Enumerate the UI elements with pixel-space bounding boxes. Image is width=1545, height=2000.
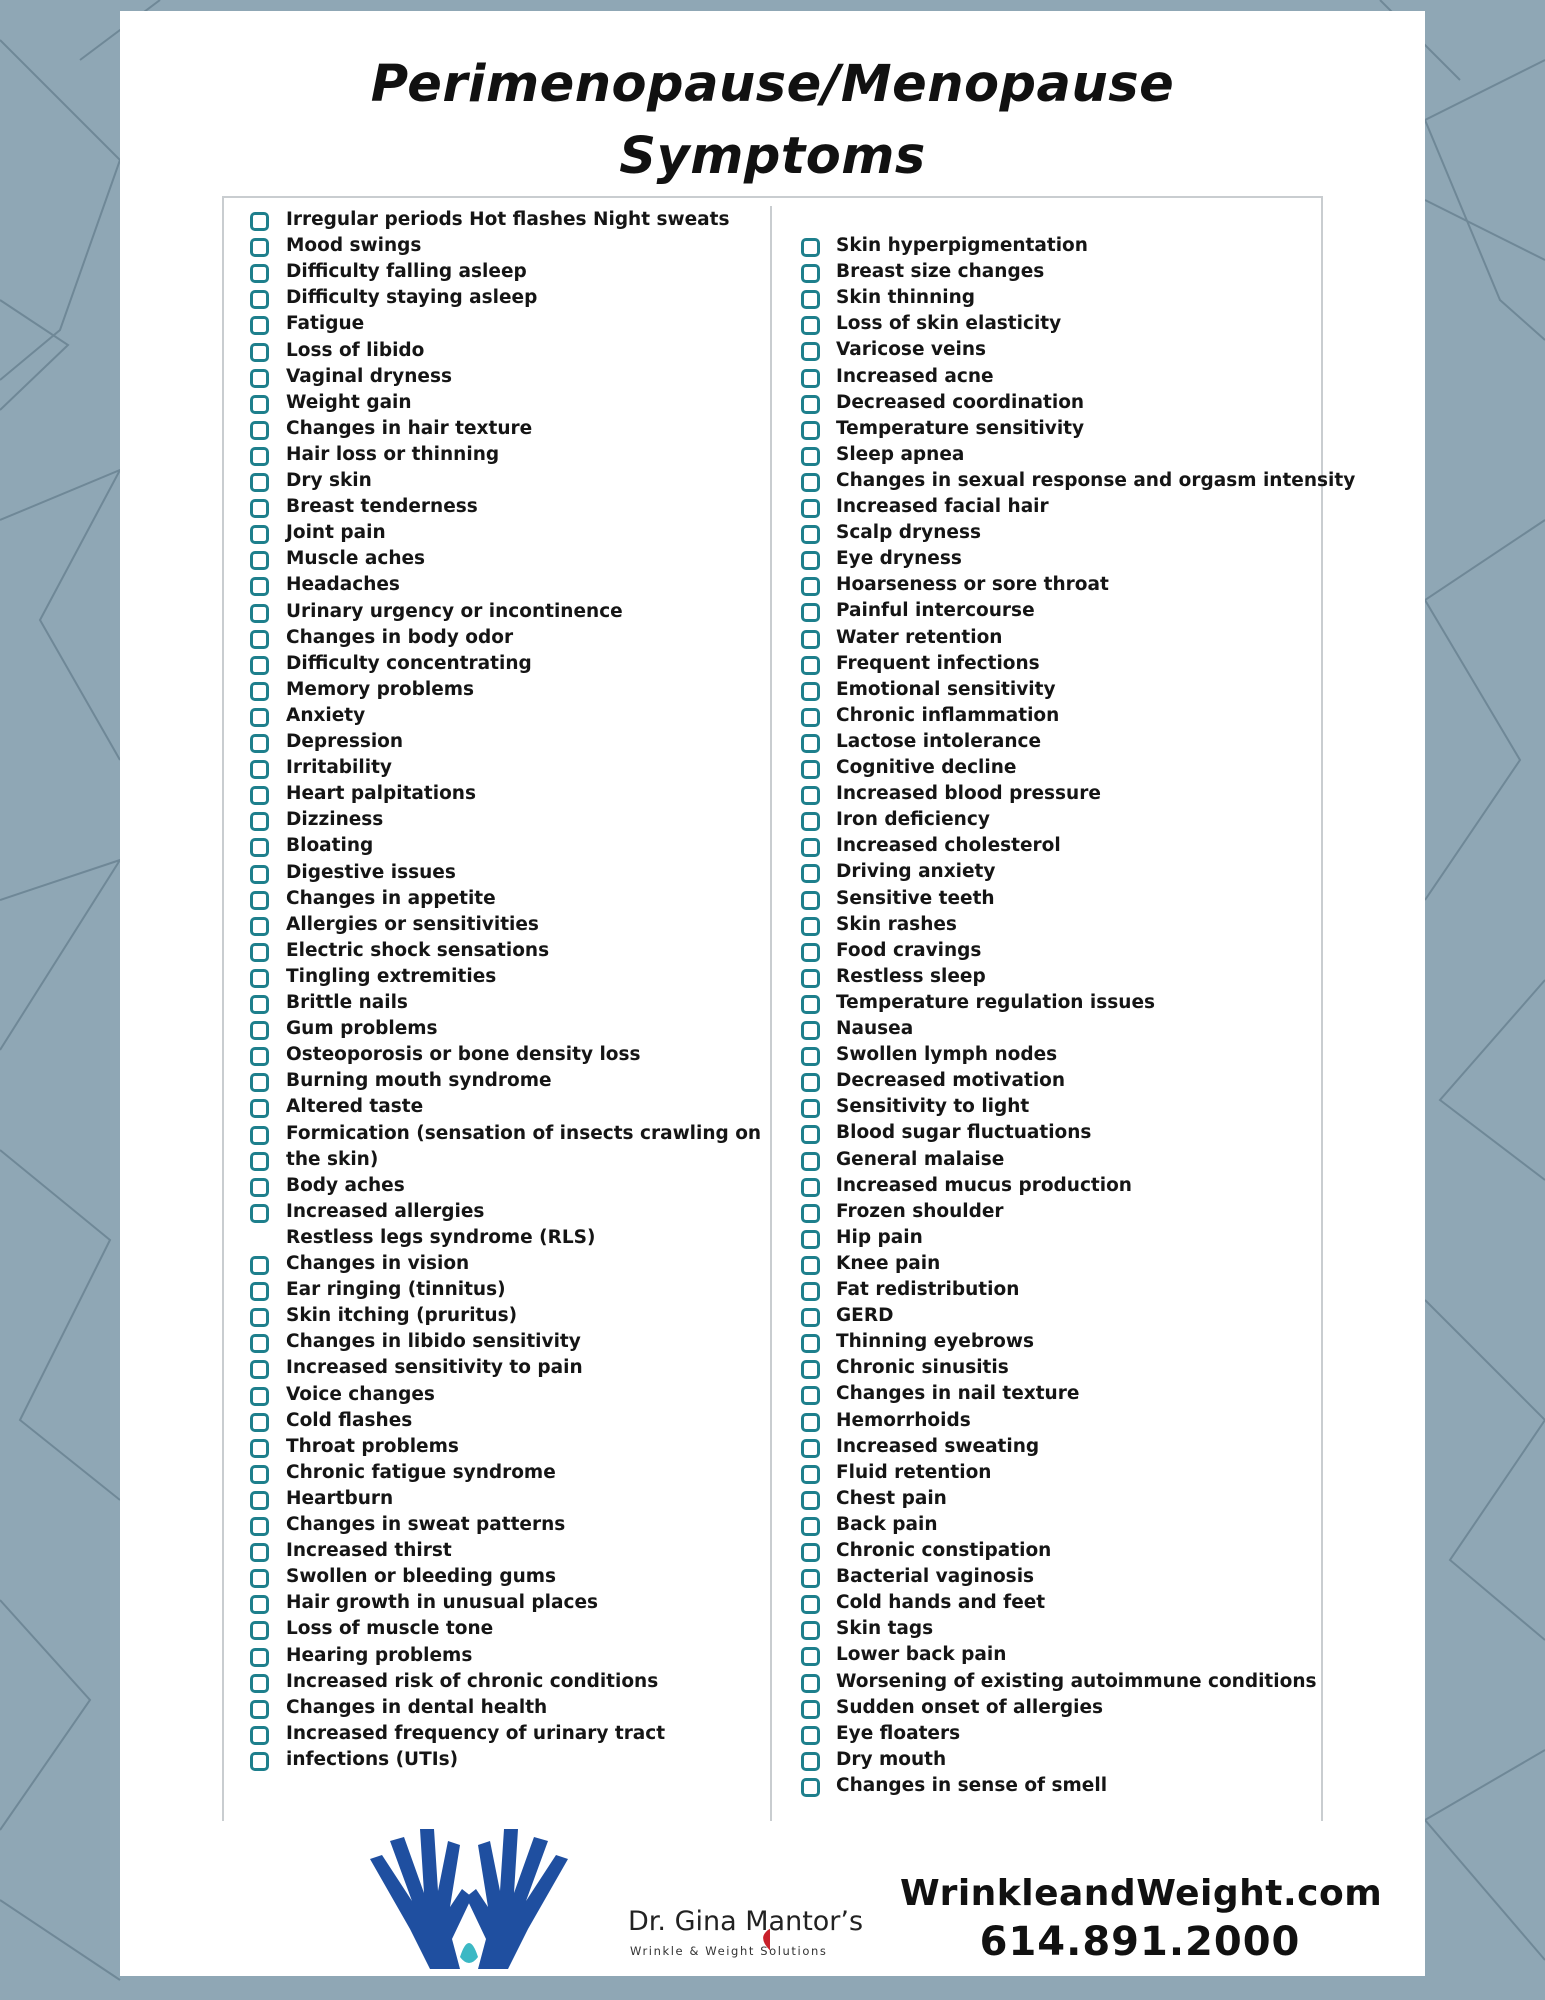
checkbox[interactable] <box>801 1543 820 1562</box>
checkbox[interactable] <box>250 1413 269 1432</box>
checkbox[interactable] <box>801 1256 820 1275</box>
checkbox[interactable] <box>801 786 820 805</box>
checkbox[interactable] <box>250 473 269 492</box>
symptom-label: Hemorrhoids <box>836 1409 971 1431</box>
checkbox[interactable] <box>250 1021 269 1040</box>
symptom-label: Skin thinning <box>836 287 976 309</box>
checkbox[interactable] <box>801 1674 820 1693</box>
checkbox[interactable] <box>801 473 820 492</box>
checkbox[interactable] <box>250 1726 269 1745</box>
checkbox[interactable] <box>250 786 269 805</box>
checkbox[interactable] <box>801 1465 820 1484</box>
symptom-label: Blood sugar fluctuations <box>836 1122 1092 1144</box>
symptom-label: General malaise <box>836 1148 1005 1170</box>
checkbox[interactable] <box>250 1047 269 1066</box>
symptom-label: Increased frequency of urinary tract infections (UTIs) <box>286 1722 666 1770</box>
checkbox[interactable] <box>250 499 269 518</box>
checkbox[interactable] <box>801 342 820 361</box>
symptom-label: Vaginal dryness <box>286 365 452 387</box>
checkbox[interactable] <box>801 525 820 544</box>
checkbox[interactable] <box>250 917 269 936</box>
symptom-label: Temperature regulation issues <box>836 991 1156 1013</box>
title-line-2: Symptoms <box>619 127 926 186</box>
checkbox[interactable] <box>801 1517 820 1536</box>
checkbox[interactable] <box>250 1517 269 1536</box>
checkbox[interactable] <box>801 1726 820 1745</box>
checkbox[interactable] <box>250 290 269 309</box>
checkbox[interactable] <box>250 1465 269 1484</box>
checkbox[interactable] <box>250 238 269 257</box>
symptom-label: Changes in sexual response and orgasm intensity <box>836 469 1356 491</box>
checkbox[interactable] <box>801 1647 820 1666</box>
symptom-label: Lower back pain <box>836 1644 1007 1666</box>
checkbox[interactable] <box>801 421 820 440</box>
symptom-label: Bloating <box>286 835 374 857</box>
symptom-label: Food cravings <box>836 939 982 961</box>
checkbox[interactable] <box>801 1230 820 1249</box>
symptom-label: Temperature sensitivity <box>836 417 1085 439</box>
checkbox[interactable] <box>250 447 269 466</box>
checkbox[interactable] <box>801 812 820 831</box>
symptom-label: Painful intercourse <box>836 600 1035 622</box>
symptom-label: Weight gain <box>286 391 412 413</box>
symptom-label: Altered taste <box>286 1096 424 1118</box>
phone-number: 614.891.2000 <box>979 1919 1301 1965</box>
symptom-label: Cold flashes <box>286 1409 413 1431</box>
checkbox[interactable] <box>801 734 820 753</box>
symptom-label: Urinary urgency or incontinence <box>286 600 623 622</box>
symptom-label: Chronic sinusitis <box>836 1357 1009 1379</box>
symptom-label: Changes in appetite <box>286 887 496 909</box>
checkbox[interactable] <box>801 1595 820 1614</box>
checkbox[interactable] <box>250 212 269 231</box>
checkbox[interactable] <box>250 1595 269 1614</box>
symptom-label: Frequent infections <box>836 652 1040 674</box>
website-text: WrinkleandWeight.com <box>900 1873 1383 1914</box>
checkbox[interactable] <box>250 1387 269 1406</box>
symptom-label: Sensitive teeth <box>836 887 995 909</box>
checkbox[interactable] <box>801 864 820 883</box>
symptom-label: Dizziness <box>286 809 384 831</box>
symptom-label: Gum problems <box>286 1018 438 1040</box>
symptom-label: Dry mouth <box>836 1748 947 1770</box>
checkbox[interactable] <box>250 264 269 283</box>
checkbox[interactable] <box>250 760 269 779</box>
checkbox[interactable] <box>250 1099 269 1118</box>
checkbox[interactable] <box>250 1178 269 1197</box>
checkbox[interactable] <box>250 604 269 623</box>
checkbox[interactable] <box>801 1178 820 1197</box>
checkbox[interactable] <box>801 760 820 779</box>
checkbox[interactable] <box>801 551 820 570</box>
page-title <box>120 49 1425 193</box>
checkbox[interactable] <box>250 1491 269 1510</box>
symptom-label: Chest pain <box>836 1487 947 1509</box>
checkbox[interactable] <box>250 995 269 1014</box>
symptom-label: Changes in libido sensitivity <box>286 1331 581 1353</box>
symptom-label: Hoarseness or sore throat <box>836 574 1109 596</box>
checkbox[interactable] <box>250 969 269 988</box>
symptom-label: Increased sweating <box>836 1435 1040 1457</box>
symptom-label: Dry skin <box>286 470 372 491</box>
symptom-label: Body aches <box>286 1174 405 1196</box>
symptom-label: Water retention <box>836 626 1003 648</box>
symptom-label: Swollen lymph nodes <box>836 1044 1058 1066</box>
symptom-label: Heartburn <box>286 1487 394 1509</box>
symptom-label: Emotional sensitivity <box>836 678 1056 700</box>
symptom-label: Loss of libido <box>286 339 425 361</box>
checkbox[interactable] <box>250 316 269 335</box>
checkbox[interactable] <box>801 943 820 962</box>
checkbox[interactable] <box>250 1439 269 1458</box>
symptom-label: Hair growth in unusual places <box>286 1592 598 1614</box>
symptom-label: Nausea <box>836 1018 914 1039</box>
symptom-label: Allergies or sensitivities <box>286 913 539 935</box>
checkbox[interactable] <box>250 525 269 544</box>
checkbox[interactable] <box>250 891 269 910</box>
symptom-label: Scalp dryness <box>836 522 981 544</box>
symptom-label: Fat redistribution <box>836 1279 1020 1300</box>
logo-name: Dr. Gina Mantor’s <box>628 1906 864 1937</box>
checkbox[interactable] <box>250 865 269 884</box>
checkbox[interactable] <box>801 1334 820 1353</box>
symptom-label: Difficulty falling asleep <box>286 261 527 283</box>
checkbox[interactable] <box>250 1360 269 1379</box>
symptom-label: Skin tags <box>836 1618 934 1640</box>
checkbox[interactable] <box>801 264 820 283</box>
symptom-label: Muscle aches <box>286 548 426 570</box>
symptom-label: Memory problems <box>286 678 475 700</box>
symptom-label: Hearing problems <box>286 1644 473 1666</box>
checkbox[interactable] <box>801 708 820 727</box>
symptom-label: Decreased motivation <box>836 1070 1066 1092</box>
checkbox[interactable] <box>801 1021 820 1040</box>
symptom-label: Increased mucus production <box>836 1174 1132 1196</box>
checkbox[interactable] <box>801 630 820 649</box>
checkbox[interactable] <box>801 1386 820 1405</box>
checkbox[interactable] <box>801 1308 820 1327</box>
checkbox[interactable] <box>801 995 820 1014</box>
checkbox[interactable] <box>250 708 269 727</box>
symptom-label: Voice changes <box>286 1383 435 1405</box>
symptom-label: Swollen or bleeding gums <box>286 1566 557 1588</box>
checkbox[interactable] <box>801 1047 820 1066</box>
symptom-label: Chronic fatigue syndrome <box>286 1461 556 1483</box>
checkbox[interactable] <box>250 1282 269 1301</box>
symptom-label: Skin rashes <box>836 913 957 935</box>
symptom-label: Changes in nail texture <box>836 1383 1080 1405</box>
symptom-label: Changes in body odor <box>286 626 514 648</box>
symptom-label: Back pain <box>836 1513 938 1535</box>
symptom-label: Loss of muscle tone <box>286 1618 494 1640</box>
symptom-label: Increased acne <box>836 365 994 387</box>
symptom-label: Increased risk of chronic conditions <box>286 1670 659 1692</box>
checkbox[interactable] <box>801 1204 820 1223</box>
checkbox[interactable] <box>801 499 820 518</box>
checkbox[interactable] <box>801 603 820 622</box>
checkbox[interactable] <box>801 1752 820 1771</box>
symptom-label: Headaches <box>286 574 400 596</box>
symptom-label: Changes in dental health <box>286 1696 548 1718</box>
checkbox[interactable] <box>801 891 820 910</box>
checkbox[interactable] <box>801 969 820 988</box>
symptom-label: Loss of skin elasticity <box>836 313 1062 335</box>
symptom-label: Restless legs syndrome (RLS) <box>286 1226 596 1248</box>
symptom-label: Osteoporosis or bone density loss <box>286 1044 641 1066</box>
title-line-1: Perimenopause/Menopause <box>370 55 1175 114</box>
symptom-label: Eye floaters <box>836 1722 961 1744</box>
symptom-label: Hip pain <box>836 1226 923 1248</box>
checkbox[interactable] <box>801 1439 820 1458</box>
symptom-label: GERD <box>836 1305 894 1327</box>
symptom-label: Formication (sensation of insects crawling on the skin) <box>286 1122 762 1170</box>
checkbox[interactable] <box>250 551 269 570</box>
symptom-label: Tingling extremities <box>286 965 497 987</box>
checkbox[interactable] <box>250 1308 269 1327</box>
checkbox[interactable] <box>250 1334 269 1353</box>
symptom-label: Iron deficiency <box>836 809 990 831</box>
checkbox[interactable] <box>250 1204 269 1223</box>
checkbox[interactable] <box>801 1569 820 1588</box>
symptom-label: Difficulty concentrating <box>286 652 532 674</box>
checkbox[interactable] <box>801 369 820 388</box>
symptom-label: Changes in sense of smell <box>836 1774 1108 1796</box>
symptom-label: Varicose veins <box>836 339 987 361</box>
checkbox[interactable] <box>801 682 820 701</box>
checkbox[interactable] <box>250 1256 269 1275</box>
symptom-label: Difficulty staying asleep <box>286 287 538 309</box>
symptom-label: Electric shock sensations <box>286 939 550 961</box>
column-divider <box>770 206 772 1821</box>
symptom-label: Restless sleep <box>836 965 986 987</box>
symptom-label: Eye dryness <box>836 548 962 570</box>
checkbox[interactable] <box>801 1125 820 1144</box>
checkbox[interactable] <box>250 1648 269 1667</box>
symptom-label: Skin itching (pruritus) <box>286 1305 518 1327</box>
symptom-label: Sensitivity to light <box>836 1096 1030 1118</box>
symptom-label: Knee pain <box>836 1252 941 1274</box>
symptom-label: Sleep apnea <box>836 443 965 465</box>
symptom-label: Irritability <box>286 757 392 779</box>
checkbox[interactable] <box>250 1073 269 1092</box>
checkbox[interactable] <box>250 656 269 675</box>
symptom-label: Fluid retention <box>836 1461 992 1483</box>
checkbox[interactable] <box>801 1073 820 1092</box>
symptom-label: Anxiety <box>286 704 366 726</box>
checkbox[interactable] <box>801 1700 820 1719</box>
checklist-sheet <box>120 11 1425 1976</box>
symptom-label: Throat problems <box>286 1435 459 1457</box>
symptom-label: Cold hands and feet <box>836 1592 1046 1614</box>
checkbox[interactable] <box>801 290 820 309</box>
checkbox[interactable] <box>801 838 820 857</box>
symptom-label: Increased allergies <box>286 1200 485 1222</box>
symptom-label: Breast size changes <box>836 261 1045 283</box>
symptom-label: Changes in vision <box>286 1253 470 1274</box>
symptom-label: Ear ringing (tinnitus) <box>286 1279 506 1301</box>
symptom-label: Fatigue <box>286 313 365 335</box>
checkbox[interactable] <box>250 838 269 857</box>
symptom-label: Lactose intolerance <box>836 730 1042 752</box>
symptom-label: Increased facial hair <box>836 496 1049 517</box>
symptom-label: Brittle nails <box>286 992 408 1013</box>
checkbox[interactable] <box>801 1282 820 1301</box>
checkbox[interactable] <box>250 343 269 362</box>
symptom-label: Increased sensitivity to pain <box>286 1357 583 1379</box>
symptom-label: Worsening of existing autoimmune conditions <box>836 1670 1317 1692</box>
checkbox[interactable] <box>801 238 820 257</box>
checkbox[interactable] <box>801 656 820 675</box>
checkbox[interactable] <box>801 1778 820 1797</box>
symptom-label: Increased blood pressure <box>836 783 1101 805</box>
symptom-label: Burning mouth syndrome <box>286 1070 552 1092</box>
checkbox[interactable] <box>250 1126 269 1145</box>
symptom-label: Hair loss or thinning <box>286 443 500 465</box>
symptom-label: Changes in sweat patterns <box>286 1514 566 1535</box>
checkbox[interactable] <box>250 943 269 962</box>
checkbox[interactable] <box>801 917 820 936</box>
checkbox[interactable] <box>801 1099 820 1118</box>
checkbox[interactable] <box>250 577 269 596</box>
symptom-label: Cognitive decline <box>836 757 1017 778</box>
checkbox[interactable] <box>801 1413 820 1432</box>
checkbox[interactable] <box>801 316 820 335</box>
checkbox[interactable] <box>801 1360 820 1379</box>
checkbox[interactable] <box>801 577 820 596</box>
checkbox[interactable] <box>801 447 820 466</box>
checkbox[interactable] <box>801 1491 820 1510</box>
checkbox[interactable] <box>801 1152 820 1171</box>
symptom-label: Thinning eyebrows <box>836 1331 1034 1353</box>
symptom-label: Heart palpitations <box>286 783 476 805</box>
symptom-label: Increased cholesterol <box>836 835 1061 857</box>
checkbox[interactable] <box>250 682 269 701</box>
symptom-label: Chronic constipation <box>836 1540 1052 1561</box>
checkbox[interactable] <box>250 1674 269 1693</box>
checkbox[interactable] <box>250 1621 269 1640</box>
checkbox[interactable] <box>250 421 269 440</box>
checkbox[interactable] <box>250 1700 269 1719</box>
checkbox[interactable] <box>250 1152 269 1171</box>
checkbox[interactable] <box>801 395 820 414</box>
checkbox[interactable] <box>250 1569 269 1588</box>
symptom-label: Digestive issues <box>286 861 456 883</box>
symptom-label: Breast tenderness <box>286 496 478 518</box>
symptom-label: Sudden onset of allergies <box>836 1696 1104 1718</box>
symptom-label: Frozen shoulder <box>836 1200 1004 1222</box>
checkbox[interactable] <box>250 630 269 649</box>
symptom-label: Depression <box>286 731 404 752</box>
checkbox[interactable] <box>250 812 269 831</box>
symptom-label: Joint pain <box>286 522 386 544</box>
checkbox[interactable] <box>801 1621 820 1640</box>
checkbox[interactable] <box>250 1752 269 1771</box>
checkbox[interactable] <box>250 734 269 753</box>
symptom-label: Skin hyperpigmentation <box>836 235 1088 256</box>
symptom-label: Bacterial vaginosis <box>836 1566 1035 1588</box>
checkbox[interactable] <box>250 395 269 414</box>
symptom-label: Increased thirst <box>286 1540 452 1562</box>
checkbox[interactable] <box>250 1543 269 1562</box>
logo-tagline: Wrinkle & Weight Solutions <box>630 1944 828 1958</box>
symptom-label: Chronic inflammation <box>836 704 1060 726</box>
symptom-label: Changes in hair texture <box>286 417 533 439</box>
symptom-label: Driving anxiety <box>836 861 996 883</box>
checkbox[interactable] <box>250 369 269 388</box>
symptom-label: Decreased coordination <box>836 391 1085 413</box>
symptom-label: Irregular periods Hot flashes Night sweats Mood swings <box>286 209 730 256</box>
